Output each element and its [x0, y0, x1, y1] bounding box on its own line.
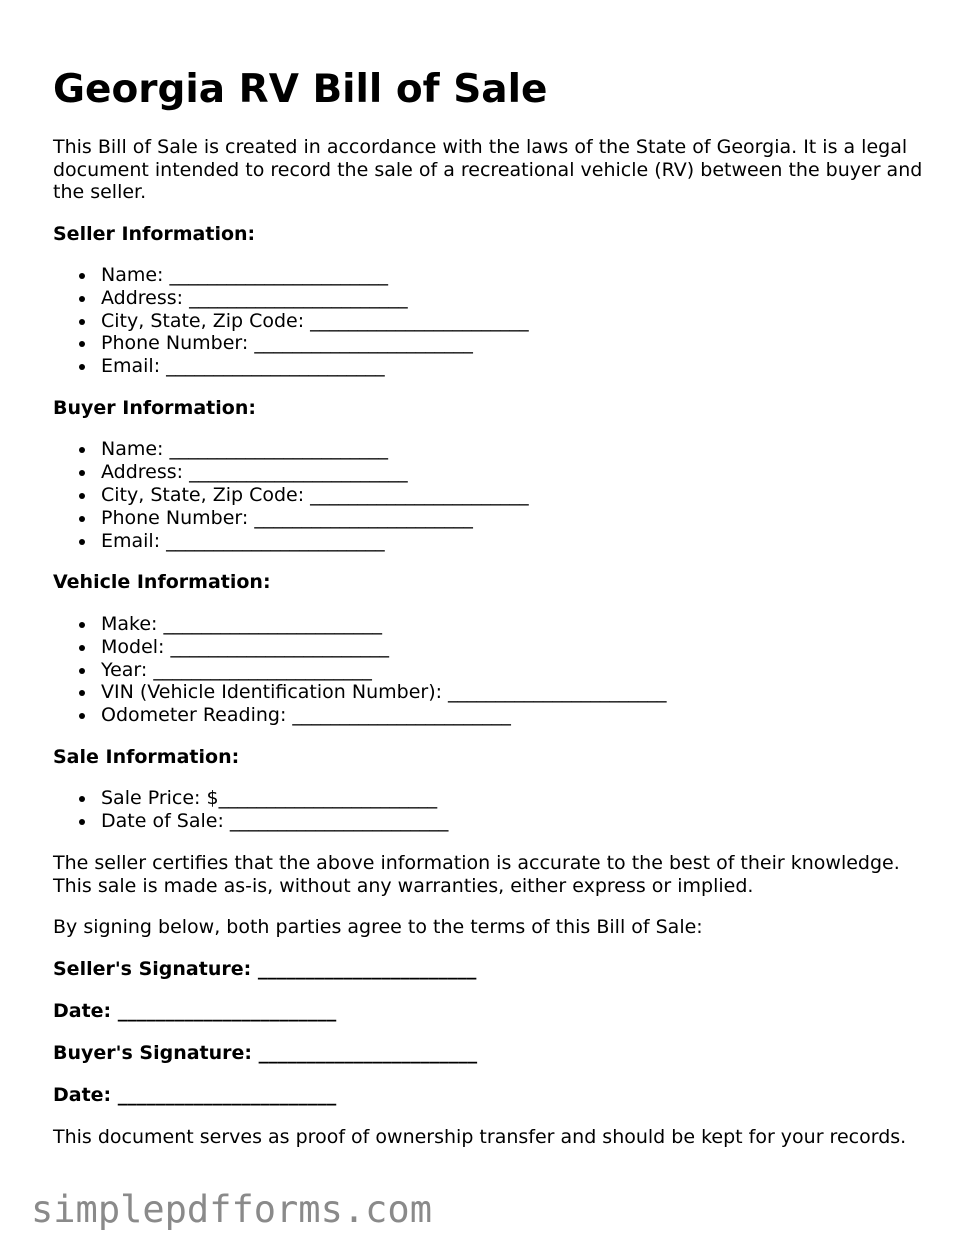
- buyer-city-state-zip-field: City, State, Zip Code: _______________________: [101, 484, 923, 507]
- seller-address-field: Address: _______________________: [101, 287, 923, 310]
- sale-date-field: Date of Sale: _______________________: [101, 810, 923, 833]
- sale-field-list: [53, 787, 923, 833]
- seller-date-line: Date: _______________________: [53, 999, 337, 1022]
- seller-city-state-zip-field: City, State, Zip Code: _______________________: [101, 310, 923, 333]
- seller-signature-line: Seller's Signature: _______________________: [53, 957, 477, 980]
- watermark: simplepdfforms.com: [31, 1188, 432, 1231]
- vehicle-vin-field: VIN (Vehicle Identification Number): _______________________: [101, 681, 923, 704]
- vehicle-section-heading: Vehicle Information:: [53, 571, 271, 594]
- document-page: [53, 66, 923, 1167]
- buyer-address-field: Address: _______________________: [101, 461, 923, 484]
- closing-paragraph: This document serves as proof of ownership transfer and should be kept for your records.: [53, 1125, 907, 1148]
- sale-section-heading: Sale Information:: [53, 745, 240, 768]
- buyer-email-field: Email: _______________________: [101, 530, 923, 553]
- seller-field-list: [53, 264, 923, 378]
- buyer-signature-line: Buyer's Signature: _______________________: [53, 1041, 478, 1064]
- vehicle-odometer-field: Odometer Reading: _______________________: [101, 704, 923, 727]
- agreement-paragraph: By signing below, both parties agree to the terms of this Bill of Sale:: [53, 916, 703, 939]
- buyer-date-line: Date: _______________________: [53, 1083, 337, 1106]
- vehicle-model-field: Model: _______________________: [101, 636, 923, 659]
- certification-paragraph: The seller certifies that the above information is accurate to the best of their knowledge. This sale is made as-is, without any warranties, either express or implied.: [53, 852, 900, 897]
- sale-price-field: Sale Price: $_______________________: [101, 787, 923, 810]
- buyer-phone-field: Phone Number: _______________________: [101, 507, 923, 530]
- buyer-field-list: [53, 438, 923, 552]
- vehicle-field-list: [53, 613, 923, 727]
- seller-email-field: Email: _______________________: [101, 355, 923, 378]
- seller-phone-field: Phone Number: _______________________: [101, 332, 923, 355]
- vehicle-make-field: Make: _______________________: [101, 613, 923, 636]
- intro-paragraph: This Bill of Sale is created in accordance with the laws of the State of Georgia. It is a legal document intended to record the sale of a recreational vehicle (RV) between the buyer and the seller.: [53, 136, 923, 203]
- seller-section-heading: Seller Information:: [53, 222, 256, 245]
- buyer-section-heading: Buyer Information:: [53, 396, 256, 419]
- vehicle-year-field: Year: _______________________: [101, 659, 923, 682]
- page-title: Georgia RV Bill of Sale: [53, 67, 548, 112]
- buyer-name-field: Name: _______________________: [101, 438, 923, 461]
- seller-name-field: Name: _______________________: [101, 264, 923, 287]
